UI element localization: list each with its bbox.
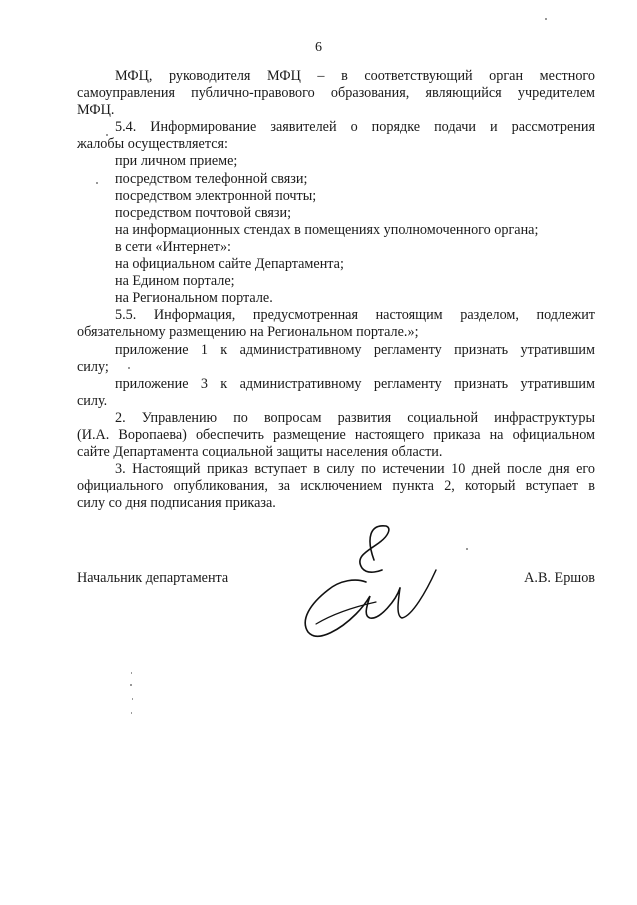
scan-speck <box>96 182 98 184</box>
scan-speck <box>132 698 133 700</box>
text-line: силу; <box>77 358 109 375</box>
text-line: МФЦ. <box>77 102 115 119</box>
text-line: 3. Настоящий приказ вступает в силу по истечении 10 дней после дня его <box>115 461 595 478</box>
scan-speck <box>131 712 132 714</box>
text-line: приложение 3 к административному регламенту признать утратившим <box>115 375 595 392</box>
list-item: на Едином портале; <box>115 273 235 290</box>
list-item: посредством телефонной связи; <box>115 170 308 187</box>
text-line: жалобы осуществляется: <box>77 136 228 153</box>
page-number: 6 <box>315 40 322 55</box>
text-line: обязательному размещению на Региональном портале.»; <box>77 324 419 341</box>
list-item: в сети «Интернет»: <box>115 238 232 255</box>
text-line: силу со дня подписания приказа. <box>77 495 276 512</box>
list-item: при личном приеме; <box>115 153 238 170</box>
scan-speck <box>466 548 468 550</box>
text-line: официального опубликования, за исключением пункта 2, который вступает в <box>77 478 595 495</box>
signature-block <box>77 570 595 590</box>
text-line: (И.А. Воропаева) обеспечить размещение настоящего приказа на официальном <box>77 426 595 443</box>
text-line: сайте Департамента социальной защиты населения области. <box>77 444 443 461</box>
scan-speck <box>128 367 130 369</box>
text-line: МФЦ, руководителя МФЦ – в соответствующий орган местного <box>115 68 595 84</box>
text-line: 2. Управлению по вопросам развития социальной инфраструктуры <box>115 409 595 426</box>
scan-speck <box>130 684 132 686</box>
list-item: посредством электронной почты; <box>115 187 317 204</box>
scan-speck <box>106 134 108 136</box>
scan-speck <box>545 18 547 20</box>
text-line: 5.5. Информация, предусмотренная настоящим разделом, подлежит <box>115 307 595 324</box>
text-line: приложение 1 к административному регламенту признать утратившим <box>115 341 595 358</box>
signatory-name: А.В. Ершов <box>524 570 595 586</box>
text-line: самоуправления публично-правового образования, являющийся учредителем <box>77 85 595 102</box>
scan-speck <box>131 672 132 674</box>
list-item: на Региональном портале. <box>115 290 273 307</box>
document-body <box>77 68 595 512</box>
text-line: силу. <box>77 392 108 409</box>
list-item: посредством почтовой связи; <box>115 204 292 221</box>
signatory-position: Начальник департамента <box>77 570 229 586</box>
text-line: 5.4. Информирование заявителей о порядке подачи и рассмотрения <box>115 119 595 136</box>
list-item: на официальном сайте Департамента; <box>115 256 344 273</box>
list-item: на информационных стендах в помещениях уполномоченного органа; <box>115 221 539 238</box>
